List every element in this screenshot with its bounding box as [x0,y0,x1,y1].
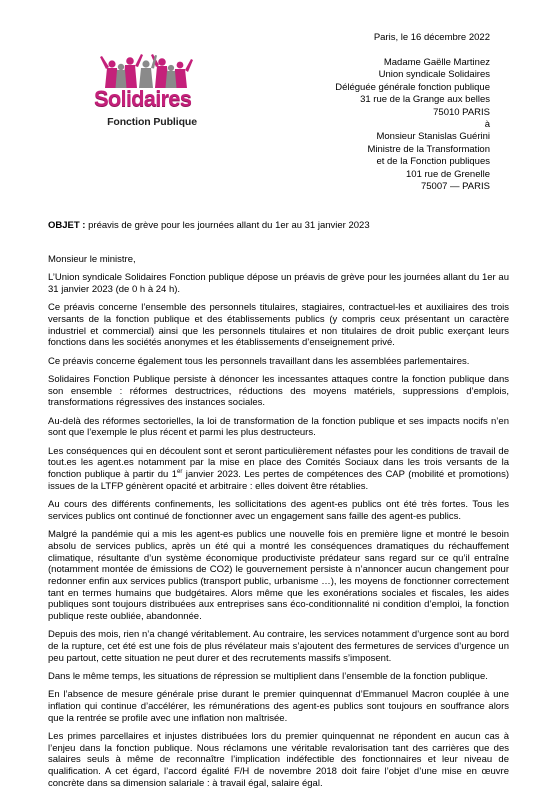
subject-label: OBJET : [48,220,86,231]
paragraph: En l’absence de mesure générale prise durant le premier quinquennat d’Emmanuel Macron couplée à une inflation qui continue d’accélérer, les rémunérations des agent-es publics sont toujours en souffrance alors que la rentrée se profile avec une inflation non maîtrisée. [48,689,509,724]
ordinal-superscript: er [177,468,183,475]
address-line: Union syndicale Solidaires [378,69,490,81]
logo-subtitle: Fonction Publique [107,116,197,128]
paragraph [48,446,509,493]
salutation: Monsieur le ministre, [48,254,136,265]
paragraph: Au cours des différents confinements, les sollicitations des agent-es publics ont été très fortes. Tous les services publics ont continué de fonctionner avec un engagement sans faille des agent-es publics. [48,499,509,522]
logo-wordmark: Solidaires [94,86,192,111]
address-line: à [484,119,490,131]
subject-text: préavis de grève pour les journées allant du 1er au 31 janvier 2023 [88,220,370,231]
address-line: 75007 — PARIS [420,181,490,193]
paragraph: Malgré la pandémie qui a mis les agent-es publics une nouvelle fois en première ligne et montré le besoin absolu de services publics, après un été qui a montré les conséquences dramatiques du réchauffement climatique, résultante d’un système économique productiviste prédateur sans regard sur ce qu’il entraîne (notamment montée de émissions de CO2) le gouvernement persiste à n’annoncer aucun changement pour redonner enfin aux services publics (transport public, urbanisme …), les moyens de fonctionner correctement tant en termes humains que budgétaires. Alors même que les exonérations sociales et fiscales, les aides publiques sont toujours distribuées aux entreprises sans éco-conditionnalité ni condition d’emploi, la fonction publique reste oubliée, abandonnée. [48,529,509,623]
paragraph: Les primes parcellaires et injustes distribuées lors du premier quinquennat ne répondent en aucun cas à l’enjeu dans la fonction publique. Nous réclamons une véritable revalorisation tant des carrières que des salaires seuls à même de reconnaître l’implication indéfectible des fonctionnaires et leur niveau de qualification. A cet égard, l’accord égalité F/H de novembre 2018 doit faire l’objet d’une mise en œuvre concrète dans sa dimension salariale : à travail égal, salaire égal. [48,731,509,789]
paragraph: Depuis des mois, rien n’a changé véritablement. Au contraire, les services notamment d’urgence sont au bord de la rupture, cet été est une fois de plus révélateur mais s’ajoutent des fermetures de services d’urgence un peu partout, cette situation ne peut durer et des recrutements massifs s’imposent. [48,629,509,664]
letter-body [48,254,509,796]
subject-line [48,220,370,231]
address-line: 101 rue de Grenelle [406,168,490,180]
address-line: 75010 PARIS [433,106,490,118]
solidaires-logo [92,52,202,142]
recipient-address-block [335,57,490,193]
paragraph: Au-delà des réformes sectorielles, la loi de transformation de la fonction publique et ses impacts nocifs n’en sont que l’exemple le plus récent et parmi les plus destructeurs. [48,415,509,439]
paragraph: L’Union syndicale Solidaires Fonction publique dépose un préavis de grève pour les journées allant du 1er au 31 janvier 2023 (de 0 h à 24 h). [48,272,509,295]
paragraph-text: Les conséquences qui en découlent sont et seront particulièrement néfastes pour les conditions de travail de tout.es les agent.es notamment par la mise en place des Comités Sociaux dans les trois versants de la fonction publique à partir du 1 [48,445,509,481]
paragraph: Ce préavis concerne l’ensemble des personnels titulaires, stagiaires, contractuel-les et auxiliaires des trois versants de la fonction publique et des établissements publics (y compris ceux présentant un caractère industriel et commercial) ainsi que les personnels titulaires et non titulaires de droit public exerçant leurs fonctions dans les sociétés anonymes et les établissements d’enseignement privé. [48,302,509,349]
letter-date: Paris, le 16 décembre 2022 [373,32,490,43]
address-line: et de la Fonction publiques [376,156,490,168]
address-line: 31 rue de la Grange aux belles [360,94,490,106]
address-line: Déléguée générale fonction publique [335,81,490,93]
address-line: Madame Gaëlle Martinez [383,57,490,68]
address-line: Monsieur Stanislas Guérini [376,131,490,143]
paragraph: Solidaires Fonction Publique persiste à dénoncer les incessantes attaques contre la fonction publique dans son ensemble : réformes destructrices, réductions des moyens matériels, suppressions d’emplois, transformations régressives des instances sociales. [48,374,509,409]
paragraph: Dans le même temps, les situations de répression se multiplient dans l’ensemble de la fonction publique. [48,671,488,683]
address-line: Ministre de la Transformation [367,143,490,155]
paragraph: Ce préavis concerne également tous les personnels travaillant dans les assemblées parlementaires. [48,355,470,367]
paragraph-text: janvier 2023. Les pertes de compétences des CAP (mobilité et promotions) issues de la LTFP génèrent opacité et arbitraire : elles doivent être rétablies. [48,469,509,492]
